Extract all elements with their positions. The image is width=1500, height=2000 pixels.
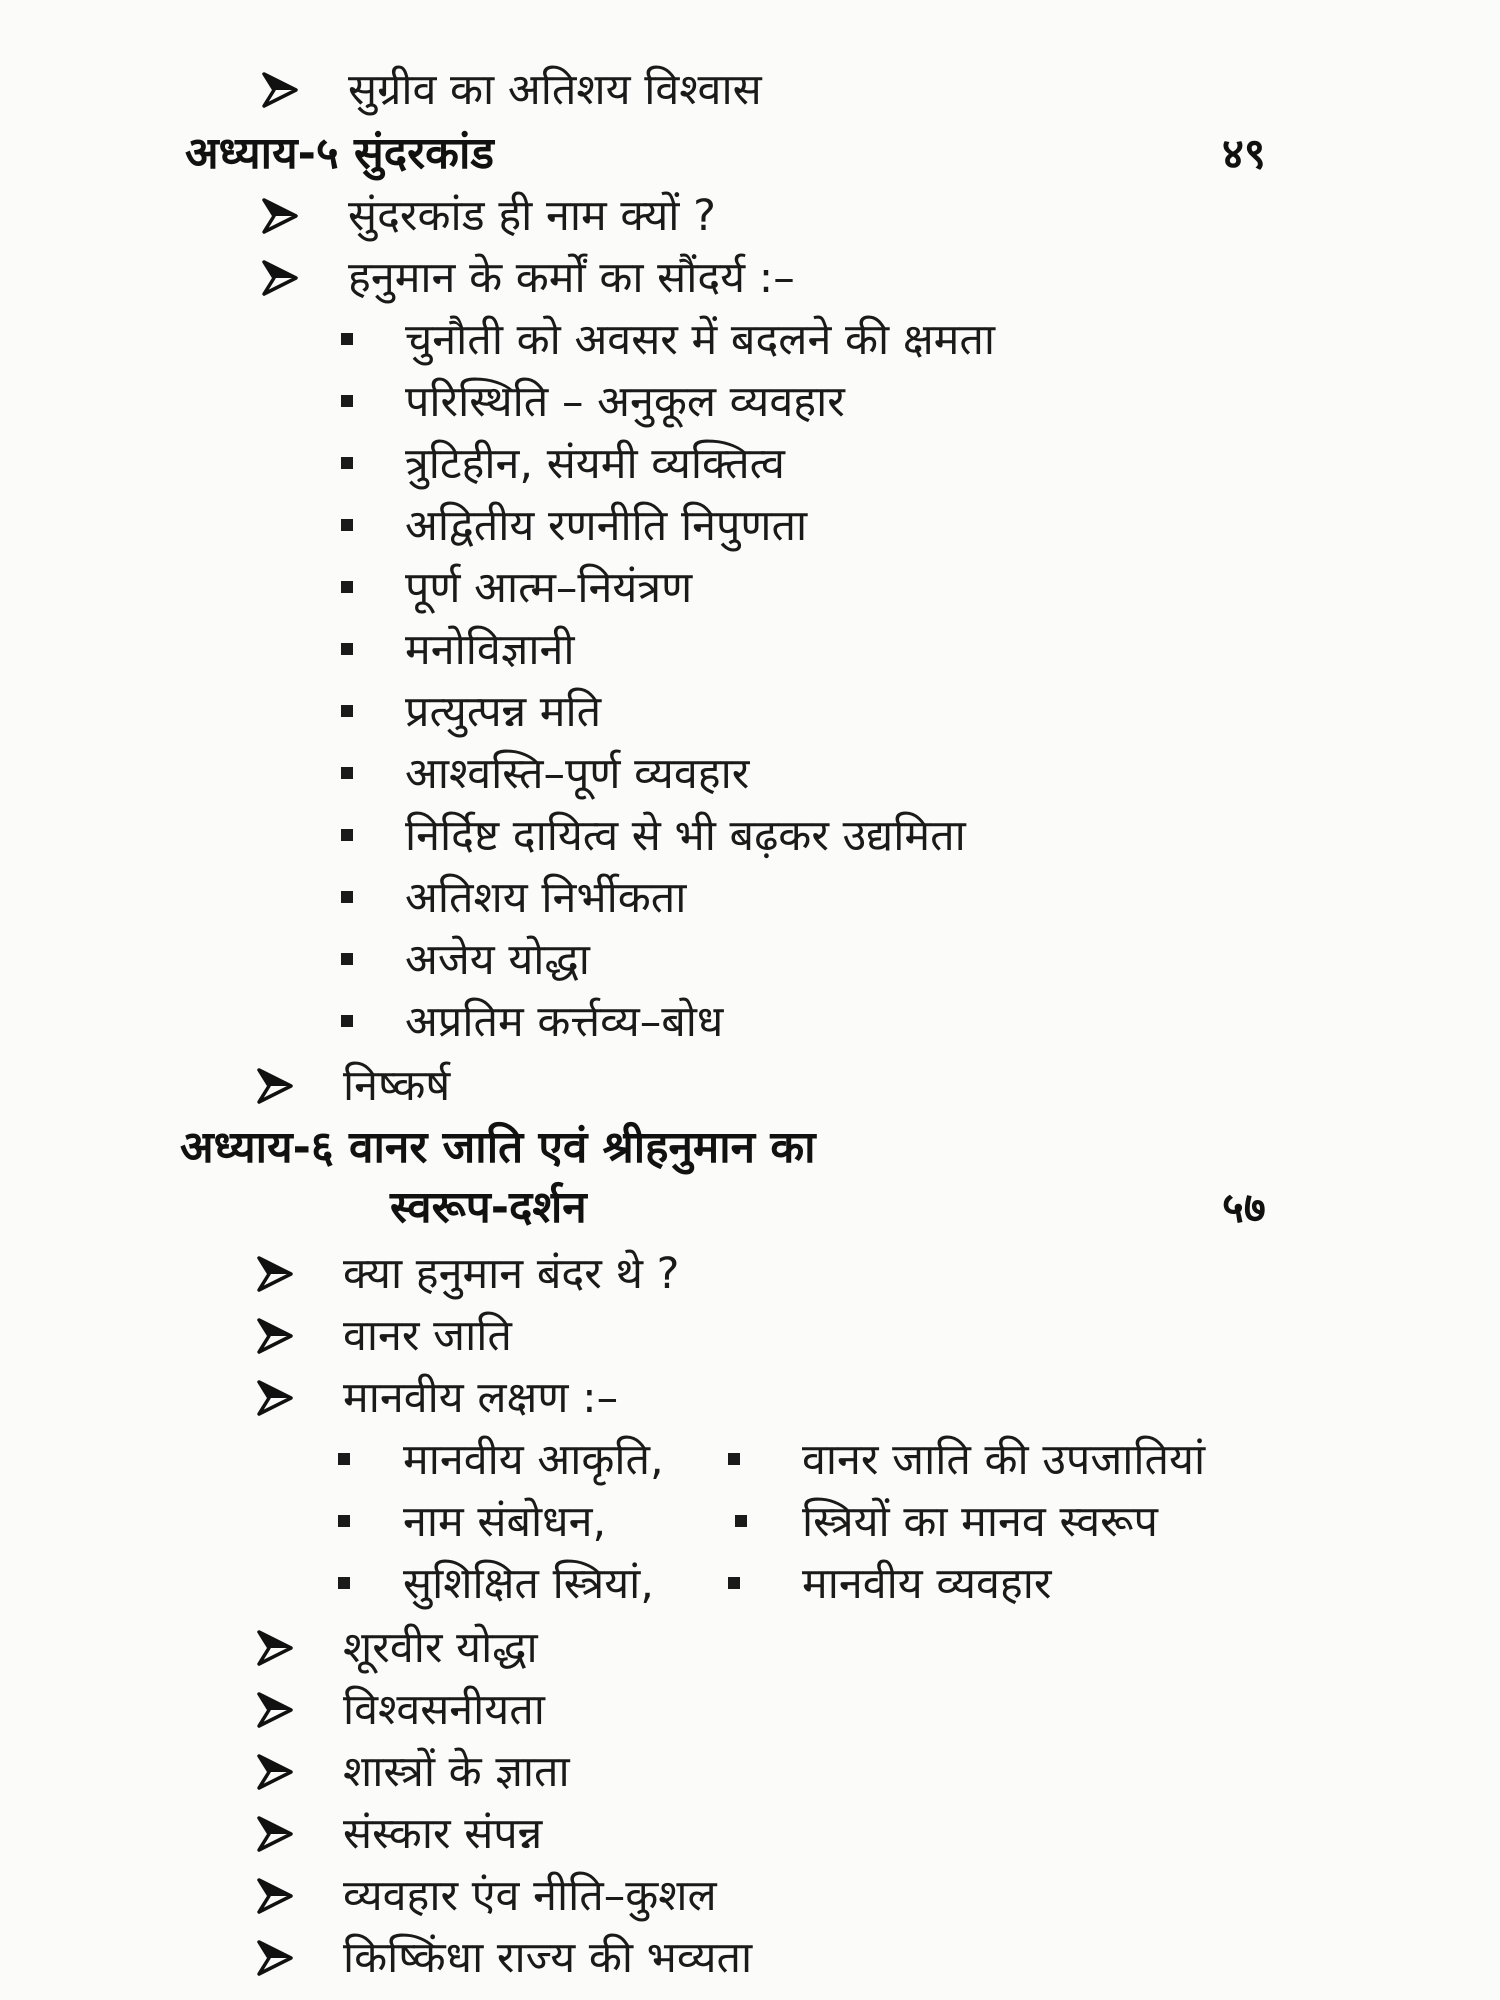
list-item: विश्वसनीयता xyxy=(343,1685,545,1735)
square-bullet-icon xyxy=(728,1453,740,1465)
sub-list-item: चुनौती को अवसर में बदलने की क्षमता xyxy=(405,315,996,365)
square-bullet-icon xyxy=(341,705,353,717)
arrow-bullet-icon xyxy=(255,1874,295,1918)
chapter-6-heading-continued: स्वरूप-दर्शन xyxy=(390,1182,587,1233)
sub-list-item: मनोविज्ञानी xyxy=(405,625,575,675)
square-bullet-icon xyxy=(338,1515,350,1527)
square-bullet-icon xyxy=(735,1515,747,1527)
list-item: शूरवीर योद्धा xyxy=(343,1623,538,1673)
square-bullet-icon xyxy=(341,519,353,531)
arrow-bullet-icon xyxy=(260,256,300,300)
square-bullet-icon xyxy=(728,1577,740,1589)
sub-list-item: त्रुटिहीन, संयमी व्यक्तित्व xyxy=(405,439,785,489)
list-item: किष्किंधा राज्य की भव्यता xyxy=(343,1933,753,1983)
square-bullet-icon xyxy=(341,333,353,345)
arrow-bullet-icon xyxy=(255,1688,295,1732)
chapter-5-heading: अध्याय-५ सुंदरकांड xyxy=(185,128,494,179)
sub-list-item: प्रत्युत्पन्न मति xyxy=(405,687,602,737)
arrow-bullet-icon xyxy=(255,1376,295,1420)
arrow-bullet-icon xyxy=(255,1626,295,1670)
list-item: मानवीय लक्षण :– xyxy=(343,1373,619,1423)
list-item: वानर जाति xyxy=(343,1311,512,1361)
sub-list-item: निर्दिष्ट दायित्व से भी बढ़कर उद्यमिता xyxy=(405,811,966,861)
arrow-bullet-icon xyxy=(260,194,300,238)
arrow-bullet-icon xyxy=(255,1812,295,1856)
chapter-6-page-number: ५७ xyxy=(1222,1183,1266,1232)
trait-item: सुशिक्षित स्त्रियां, xyxy=(403,1559,654,1609)
arrow-bullet-icon xyxy=(255,1750,295,1794)
trait-item: नाम संबोधन, xyxy=(403,1497,607,1547)
sub-list-item: परिस्थिति – अनुकूल व्यवहार xyxy=(405,377,845,427)
trait-item: वानर जाति की उपजातियां xyxy=(802,1435,1206,1485)
arrow-bullet-icon xyxy=(260,68,300,112)
square-bullet-icon xyxy=(341,395,353,407)
list-item: हनुमान के कर्मों का सौंदर्य :– xyxy=(348,253,795,303)
list-item: संस्कार संपन्न xyxy=(343,1809,543,1859)
trait-item: मानवीय आकृति, xyxy=(403,1435,664,1485)
sub-list-item: पूर्ण आत्म–नियंत्रण xyxy=(405,563,693,613)
square-bullet-icon xyxy=(341,767,353,779)
chapter-6-heading: अध्याय-६ वानर जाति एवं श्रीहनुमान का xyxy=(180,1122,816,1173)
list-item: निष्कर्ष xyxy=(343,1061,451,1111)
trait-item: स्त्रियों का मानव स्वरूप xyxy=(802,1497,1158,1547)
square-bullet-icon xyxy=(341,829,353,841)
list-item: शास्त्रों के ज्ञाता xyxy=(343,1747,570,1797)
list-item: सुंदरकांड ही नाम क्यों ? xyxy=(348,191,716,241)
chapter-5-page-number: ४९ xyxy=(1222,129,1266,178)
sub-list-item: अजेय योद्धा xyxy=(405,935,590,985)
square-bullet-icon xyxy=(341,953,353,965)
sub-list-item: अप्रतिम कर्त्तव्य–बोध xyxy=(405,997,724,1047)
trait-item: मानवीय व्यवहार xyxy=(802,1559,1052,1609)
square-bullet-icon xyxy=(341,643,353,655)
arrow-bullet-icon xyxy=(255,1252,295,1296)
list-item: सुग्रीव का अतिशय विश्वास xyxy=(348,65,762,115)
square-bullet-icon xyxy=(338,1577,350,1589)
square-bullet-icon xyxy=(341,1015,353,1027)
sub-list-item: अतिशय निर्भीकता xyxy=(405,873,687,923)
arrow-bullet-icon xyxy=(255,1314,295,1358)
square-bullet-icon xyxy=(341,581,353,593)
arrow-bullet-icon xyxy=(255,1936,295,1980)
square-bullet-icon xyxy=(341,891,353,903)
list-item: व्यवहार एंव नीति–कुशल xyxy=(343,1871,717,1921)
square-bullet-icon xyxy=(341,457,353,469)
sub-list-item: आश्वस्ति–पूर्ण व्यवहार xyxy=(405,749,750,799)
sub-list-item: अद्वितीय रणनीति निपुणता xyxy=(405,501,808,551)
list-item: क्या हनुमान बंदर थे ? xyxy=(343,1249,680,1299)
square-bullet-icon xyxy=(338,1453,350,1465)
arrow-bullet-icon xyxy=(255,1064,295,1108)
